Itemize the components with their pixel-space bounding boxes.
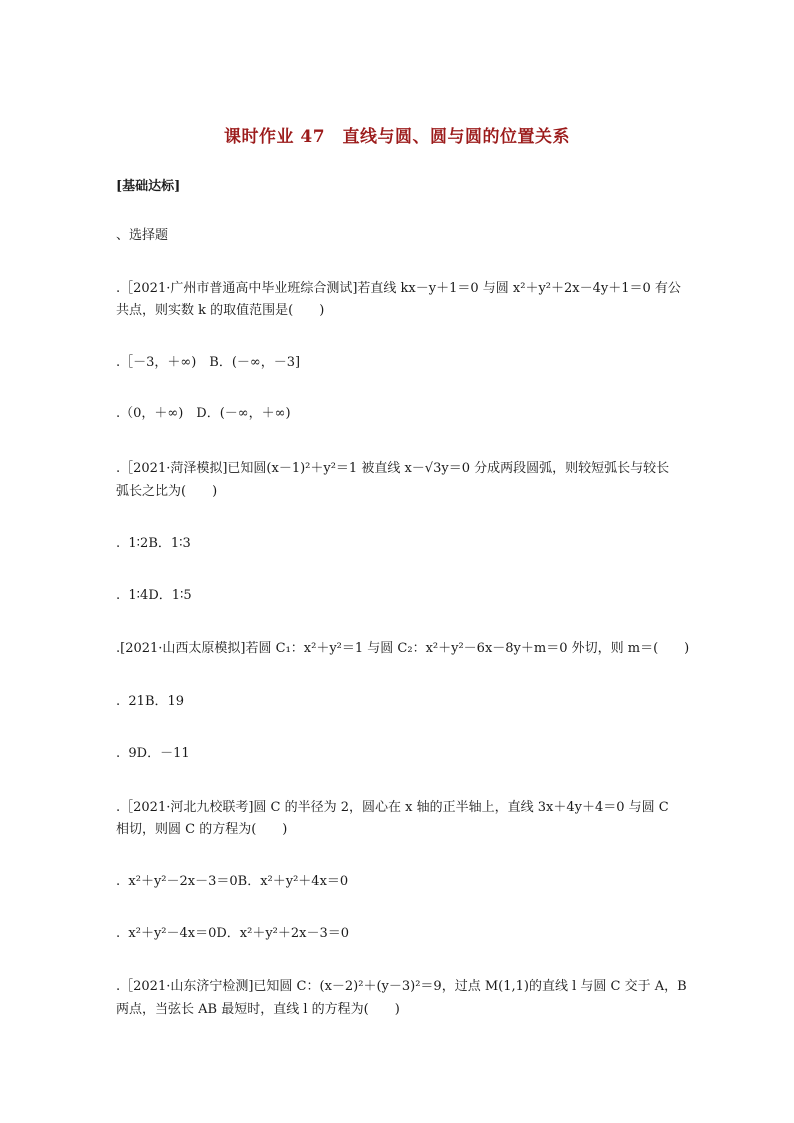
question-5-stem-line-2: 两点，当弦长 AB 最短时，直线 l 的方程为( ): [116, 1002, 400, 1017]
subsection-heading: 、选择题: [116, 228, 169, 243]
question-1-options-row-1: .［－3，＋∞) B．(－∞，－3]: [116, 355, 301, 370]
question-4-stem-line-2: 相切，则圆 C 的方程为( ): [116, 822, 288, 837]
question-4-stem-line-1: .［2021·河北九校联考]圆 C 的半径为 2，圆心在 x 轴的正半轴上，直线 3x＋4y＋4＝0 与圆 C: [116, 800, 669, 815]
question-3-options-row-2: . 9D．－11: [116, 746, 190, 761]
question-4-options-row-2: . x²＋y²－4x＝0D．x²＋y²＋2x－3＝0: [116, 926, 350, 941]
question-1-options-row-2: .（0，＋∞) D．(－∞，＋∞): [116, 406, 291, 421]
page-title: 课时作业 47 直线与圆、圆与圆的位置关系: [223, 127, 571, 147]
section-heading: [基础达标]: [116, 179, 181, 194]
question-3-options-row-1: . 21B．19: [116, 694, 185, 709]
question-2-stem-line-2: 弧长之比为( ): [116, 484, 218, 499]
question-2-options-row-1: . 1∶2B．1∶3: [116, 536, 191, 551]
question-3-stem: .[2021·山西太原模拟]若圆 C₁：x²＋y²＝1 与圆 C₂：x²＋y²－6x－8y＋m＝0 外切，则 m＝( ): [116, 641, 690, 656]
question-2-stem-line-1: .［2021·菏泽模拟]已知圆(x－1)²＋y²＝1 被直线 x－√3y＝0 分成两段圆弧，则较短弧长与较长: [116, 461, 670, 476]
question-1-stem-line-1: .［2021·广州市普通高中毕业班综合测试]若直线 kx－y＋1＝0 与圆 x²＋y²＋2x－4y＋1＝0 有公: [116, 281, 681, 296]
question-1-stem-line-2: 共点，则实数 k 的取值范围是( ): [116, 303, 325, 318]
question-4-options-row-1: . x²＋y²－2x－3＝0B．x²＋y²＋4x＝0: [116, 874, 349, 889]
question-2-options-row-2: . 1∶4D．1∶5: [116, 588, 192, 603]
question-5-stem-line-1: .［2021·山东济宁检测]已知圆 C：(x－2)²＋(y－3)²＝9，过点 M(1,1)的直线 l 与圆 C 交于 A，B: [116, 979, 687, 994]
